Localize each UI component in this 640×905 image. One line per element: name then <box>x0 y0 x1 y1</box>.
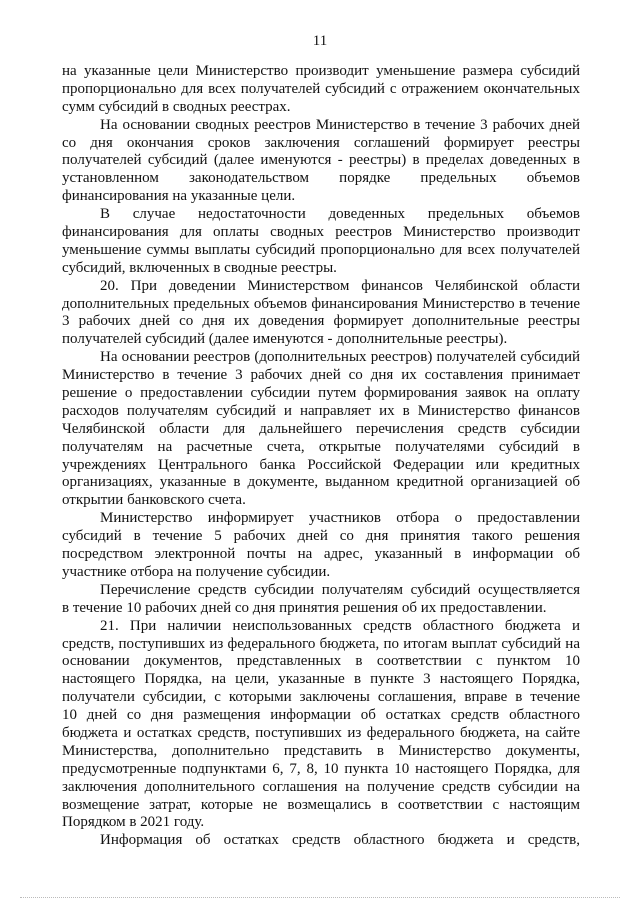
text-line: Министерства, дополнительно представить в Министерство документы, <box>62 742 580 759</box>
text-line: на указанные цели Министерство производит уменьшение размера субсидий <box>62 63 580 79</box>
paragraph <box>62 117 580 206</box>
text-line: пропорционально для всех получателей субсидий с отражением окончательных <box>62 80 580 97</box>
paragraph <box>62 510 580 582</box>
document-body <box>62 63 580 850</box>
text-line: получателей субсидий (далее именуются - дополнительные реестры). <box>62 331 508 348</box>
text-line: заключения дополнительного соглашения на получение средств субсидии на <box>62 778 580 795</box>
paragraph <box>62 582 580 618</box>
text-line: посредством электронной почты на адрес, указанный в информации об <box>62 546 580 563</box>
paragraph <box>62 832 580 850</box>
paragraph <box>62 349 580 510</box>
text-line: финансирования на указанные цели. <box>62 188 296 205</box>
text-line: Министерство информирует участников отбора о предоставлении <box>100 510 580 527</box>
text-line: 20. При доведении Министерством финансов Челябинской области <box>100 277 580 294</box>
text-line: субсидий в течение 5 рабочих дней со дня принятия такого решения <box>62 528 580 545</box>
text-line: открытии банковского счета. <box>62 492 246 509</box>
text-line: возмещение затрат, которые не возмещались в соответствии с настоящим <box>62 796 580 813</box>
bottom-edge-rule <box>20 897 620 898</box>
text-line: установленном законодательством порядке предельных объемов <box>62 170 580 187</box>
text-line: бюджета и остатках средств, поступивших из федерального бюджета, на сайте <box>62 724 580 741</box>
text-line: В случае недостаточности доведенных предельных объемов <box>100 206 580 223</box>
text-line: организациях, указанные в документе, выданном кредитной организацией об <box>62 474 580 491</box>
text-line: Перечисление средств субсидии получателям субсидий осуществляется <box>100 581 580 598</box>
text-line: На основании реестров (дополнительных реестров) получателей субсидий <box>100 349 580 366</box>
paragraph <box>62 206 580 278</box>
text-line: На основании сводных реестров Министерство в течение 3 рабочих дней <box>100 116 580 133</box>
text-line: расходов получателям субсидий и направляет их в Министерство финансов <box>62 402 580 419</box>
text-line: субсидий, включенных в сводные реестры. <box>62 259 337 276</box>
text-line: 21. При наличии неиспользованных средств областного бюджета и <box>100 617 580 634</box>
text-line: сумм субсидий в сводных реестрах. <box>62 98 291 115</box>
text-line: дополнительных предельных объемов финансирования Министерство в течение <box>62 295 580 312</box>
text-line: получателей субсидий (далее именуются - реестры) в пределах доведенных в <box>62 152 580 169</box>
text-line: со дня окончания сроков заключения соглашений формирует реестры <box>62 134 580 151</box>
text-line: Порядком в 2021 году. <box>62 814 205 831</box>
text-line: средств, поступивших из федерального бюджета, по итогам выплат субсидий на <box>62 635 580 652</box>
paragraph <box>62 278 580 350</box>
paragraph <box>62 63 580 117</box>
text-line: в течение 10 рабочих дней со дня принятия решения об их предоставлении. <box>62 599 547 616</box>
text-line: участнике отбора на получение субсидии. <box>62 563 331 580</box>
text-line: 3 рабочих дней со дня их доведения формирует дополнительные реестры <box>62 313 580 330</box>
page-number: 11 <box>312 33 328 49</box>
text-line: настоящего Порядка, на цели, указанные в пункте 3 настоящего Порядка, <box>62 671 580 688</box>
paragraph <box>62 618 580 833</box>
text-line: получателям на расчетные счета, открытые получателями субсидий в <box>62 438 580 455</box>
text-line: учреждениях Центрального банка Российской Федерации или кредитных <box>62 456 580 473</box>
text-line: предусмотренные подпунктами 6, 7, 8, 10 пункта 10 настоящего Порядка, для <box>62 760 580 777</box>
text-line: получатели субсидии, с которыми заключены соглашения, вправе в течение <box>62 689 580 706</box>
text-line: Челябинской области для дальнейшего перечисления средств субсидии <box>62 420 580 437</box>
text-line: уменьшение суммы выплаты субсидий пропорционально для всех получателей <box>62 241 580 258</box>
text-line: финансирования для оплаты сводных реестров Министерство производит <box>62 224 580 241</box>
text-line: Информация об остатках средств областного бюджета и средств, <box>100 832 580 849</box>
text-line: 10 дней со дня размещения информации об остатках средств областного <box>62 707 580 724</box>
text-line: решение о предоставлении субсидии путем формирования заявок на оплату <box>62 385 580 402</box>
text-line: основании документов, представленных в соответствии с пунктом 10 <box>62 653 580 670</box>
text-line: Министерство в течение 3 рабочих дней со дня их составления принимает <box>62 367 580 384</box>
